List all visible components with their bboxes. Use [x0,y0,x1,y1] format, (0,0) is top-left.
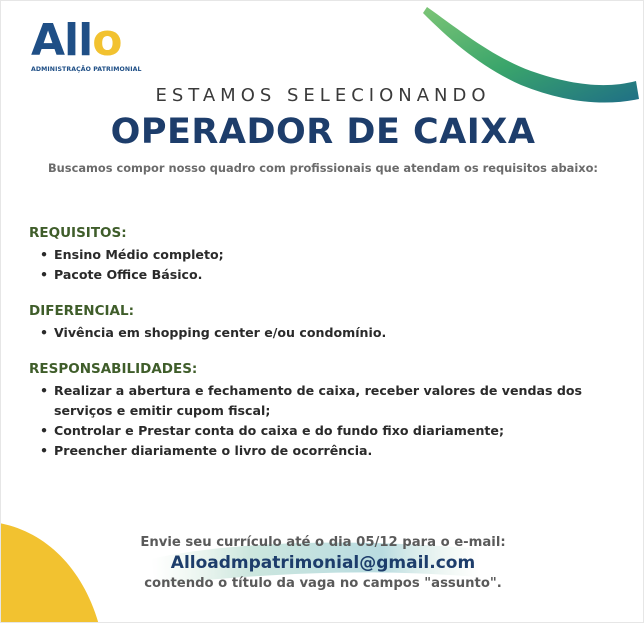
allo-logo [31,15,142,79]
job-title: OPERADOR DE CAIXA [110,112,536,152]
requirements-content [29,223,619,477]
list-requisitos [29,245,619,285]
logo-wordmark [31,15,122,66]
list-item: • Realizar a abertura e fechamento de caixa, receber valores de vendas dos serviços e emitir cupom fiscal; [29,381,619,421]
list-item: • Ensino Médio completo; [29,245,619,265]
intro-subtitle: Buscamos compor nosso quadro com profissionais que atendam os requisitos abaixo: [48,161,598,175]
section-requisitos [29,223,619,285]
section-responsabilidades [29,359,619,461]
section-diferencial [29,301,619,343]
list-item: • Vivência em shopping center e/ou condomínio. [29,323,619,343]
logo-word-main: All [31,15,93,66]
logo-subtitle: ADMINISTRAÇÃO PATRIMONIAL [31,66,142,73]
list-item: • Preencher diariamente o livro de ocorrência. [29,441,619,461]
section-title-diferencial: DIFERENCIAL: [29,303,134,319]
list-item: • Controlar e Prestar conta do caixa e do fundo fixo diariamente; [29,421,619,441]
list-diferencial [29,323,619,343]
list-item: • Pacote Office Básico. [29,265,619,285]
section-title-requisitos: REQUISITOS: [29,225,127,241]
section-title-responsabilidades: RESPONSABILIDADES: [29,361,198,377]
kicker-heading: ESTAMOS SELECIONANDO [155,85,491,106]
cta-line-1: Envie seu currículo até o dia 05/12 para o e-mail: [140,535,506,550]
contact-email[interactable]: Alloadmpatrimonial@gmail.com [170,553,476,573]
cta-line-2: contendo o título da vaga no campos "assunto". [144,576,502,591]
logo-word-o: o [92,15,122,66]
list-responsabilidades [29,381,619,461]
